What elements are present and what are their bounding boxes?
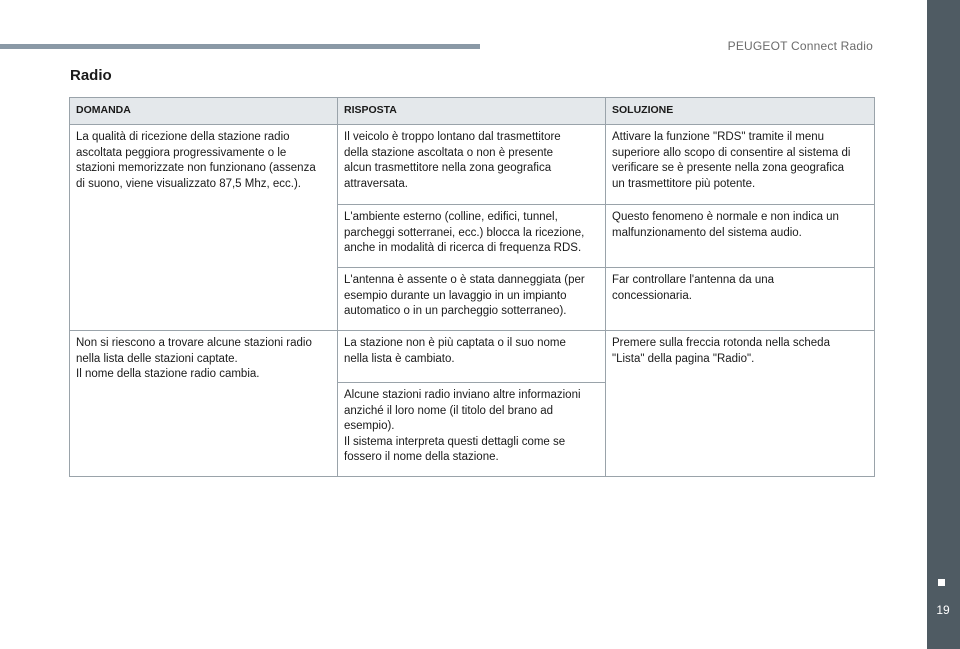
answer-cell: L'ambiente esterno (colline, edifici, tunnel, parcheggi sotterranei, ecc.) blocca la ricezione, anche in modalità di ricerca di frequenza RDS.: [338, 205, 606, 268]
solution-cell: Questo fenomeno è normale e non indica un malfunzionamento del sistema audio.: [606, 205, 875, 268]
table-row: [70, 331, 875, 383]
column-header-question: DOMANDA: [70, 98, 338, 125]
page-number: 19: [936, 603, 950, 617]
solution-cell: Attivare la funzione "RDS" tramite il menu superiore allo scopo di consentire al sistema di verificare se è presente nella zona geografica un trasmettitore più potente.: [606, 125, 875, 205]
answer-cell: Il veicolo è troppo lontano dal trasmettitore della stazione ascoltata o non è presente alcun trasmettitore nella zona geografica attraversata.: [338, 125, 606, 205]
document-title: PEUGEOT Connect Radio: [727, 39, 873, 53]
solution-cell: Premere sulla freccia rotonda nella scheda "Lista" della pagina "Radio".: [606, 331, 875, 477]
column-header-answer: RISPOSTA: [338, 98, 606, 125]
column-header-solution: SOLUZIONE: [606, 98, 875, 125]
square-marker-icon: [938, 579, 945, 586]
table-row: [70, 125, 875, 205]
solution-cell: Far controllare l'antenna da una concessionaria.: [606, 268, 875, 331]
table-header-row: [70, 98, 875, 125]
answer-cell: La stazione non è più captata o il suo nome nella lista è cambiato.: [338, 331, 606, 383]
answer-cell: L'antenna è assente o è stata danneggiata (per esempio durante un lavaggio in un impianto automatico o in un parcheggio sotterraneo).: [338, 268, 606, 331]
answer-cell: Alcune stazioni radio inviano altre informazioni anziché il loro nome (il titolo del brano ad esempio). Il sistema interpreta questi dettagli come se fossero il nome della stazione.: [338, 383, 606, 477]
header-rule: [0, 44, 480, 49]
page-side-strip: [927, 0, 960, 649]
troubleshooting-table: [69, 97, 875, 477]
question-cell: La qualità di ricezione della stazione radio ascoltata peggiora progressivamente o le stazioni memorizzate non funzionano (assenza di suono, viene visualizzato 87,5 Mhz, ecc.).: [70, 125, 338, 331]
question-cell: Non si riescono a trovare alcune stazioni radio nella lista delle stazioni captate. Il nome della stazione radio cambia.: [70, 331, 338, 477]
section-title: Radio: [70, 67, 112, 84]
